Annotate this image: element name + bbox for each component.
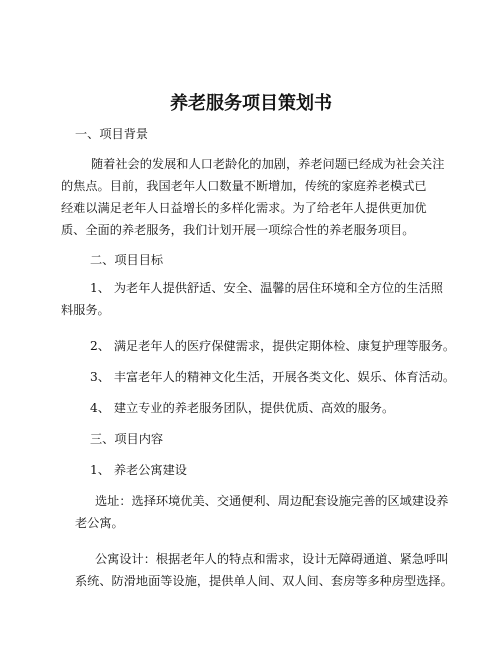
goal-line: 2、 满足老年人的医疗保健需求，提供定期体检、康复护理等服务。 [90,339,456,353]
paragraph-line: 经难以满足老年人日益增长的多样化需求。为了给老年人提供更加优 [61,201,427,215]
section-heading-content: 三、项目内容 [90,432,164,446]
goal-line: 1、 为老年人提供舒适、安全、温馨的居住环境和全方位的生活照 [90,281,443,295]
site-selection-paragraph [75,490,449,534]
background-paragraph [61,153,445,241]
paragraph-line: 选址：选择环境优美、交通便利、周边配套设施完善的区域建设养 [95,494,449,508]
section-heading-goals: 二、项目目标 [90,253,164,267]
goal-item-2 [90,335,455,357]
paragraph-line: 的焦点。目前，我国老年人口数量不断增加，传统的家庭养老模式已 [61,179,427,193]
paragraph-line: 随着社会的发展和人口老龄化的加剧，养老问题已经成为社会关注 [91,157,445,171]
apartment-design-paragraph [75,548,453,592]
paragraph-line: 公寓设计：根据老年人的特点和需求，设计无障碍通道、紧急呼叫 [95,552,449,566]
paragraph-line: 质、全面的养老服务，我们计划开展一项综合性的养老服务项目。 [61,223,415,237]
goal-line: 4、 建立专业的养老服务团队，提供优质、高效的服务。 [90,401,395,415]
subheading-apartment-construction: 1、 养老公寓建设 [90,463,187,477]
section-heading-background: 一、项目背景 [75,127,149,141]
paragraph-line: 系统、防滑地面等设施，提供单人间、双人间、套房等多种房型选择。 [75,574,453,588]
goal-item-3 [90,366,455,388]
goal-line: 料服务。 [61,303,110,317]
goal-item-1 [61,277,443,321]
goal-line: 3、 丰富老年人的精神文化生活，开展各类文化、娱乐、体育活动。 [90,370,456,384]
document-title: 养老服务项目策划书 [170,93,332,114]
goal-item-4 [90,397,394,419]
paragraph-line: 老公寓。 [75,516,124,530]
